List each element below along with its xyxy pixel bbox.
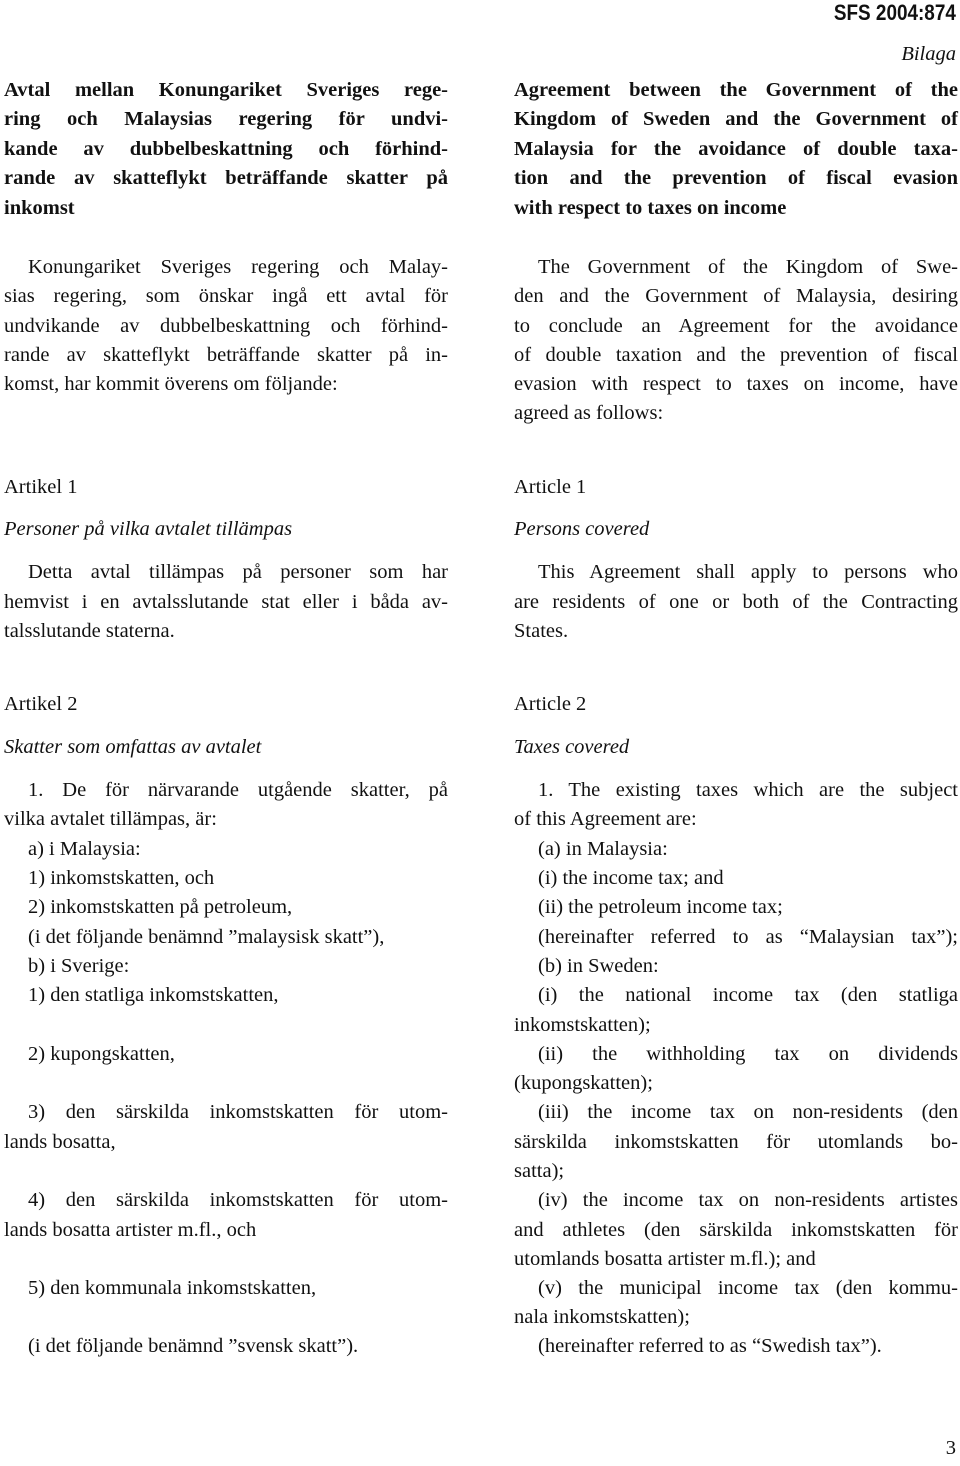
- article-2-line: a) i Malaysia:: [28, 838, 141, 860]
- title-line: rande av skatteflykt beträffande skatter på: [4, 167, 448, 189]
- article-2-line: (i det följande benämnd ”svensk skatt”).: [28, 1335, 359, 1357]
- article-2-line: utomlands bosatta artister m.fl.); and: [514, 1248, 816, 1270]
- article-2-line: (hereinafter referred to as “Swedish tax”).: [538, 1335, 882, 1357]
- article-2-line: 1. The existing taxes which are the subject: [538, 779, 958, 801]
- title-line: ring och Malaysias regering för undvi-: [4, 108, 448, 130]
- article-2-line: of this Agreement are:: [514, 808, 697, 830]
- article-1-subheading: Persons covered: [514, 518, 650, 540]
- article-2-line: 4) den särskilda inkomstskatten för utom-: [28, 1189, 448, 1211]
- article-1-body-line: hemvist i en avtalsslutande stat eller i båda av-: [4, 591, 448, 613]
- article-2-line: lands bosatta artister m.fl., och: [4, 1219, 257, 1241]
- article-1-body-line: This Agreement shall apply to persons who: [538, 561, 958, 583]
- article-2-heading: Article 2: [514, 693, 587, 715]
- article-2-line: inkomstskatten);: [514, 1014, 651, 1036]
- article-2-line: and athletes (den särskilda inkomstskatten för: [514, 1219, 958, 1241]
- article-1-subheading: Personer på vilka avtalet tillämpas: [4, 518, 293, 540]
- preamble-line: komst, har kommit överens om följande:: [4, 373, 338, 395]
- preamble-line: sias regering, som önskar ingå ett avtal för: [4, 285, 448, 307]
- title-line: Agreement between the Government of the: [514, 79, 958, 101]
- article-1-body-line: States.: [514, 620, 569, 642]
- preamble-line: evasion with respect to taxes on income, have: [514, 373, 958, 395]
- article-2-line: särskilda inkomstskatten för utomlands bo-: [514, 1131, 958, 1153]
- article-2-line: 2) kupongskatten,: [28, 1043, 175, 1065]
- title-line: with respect to taxes on income: [514, 197, 787, 219]
- preamble-line: undvikande av dubbelbeskattning och förhind-: [4, 315, 448, 337]
- article-2-line: (iii) the income tax on non-residents (den: [538, 1101, 958, 1123]
- article-2-line: 1) den statliga inkomstskatten,: [28, 984, 279, 1006]
- article-2-line: satta);: [514, 1160, 565, 1182]
- article-2-line: (kupongskatten);: [514, 1072, 653, 1094]
- preamble-line: rande av skatteflykt beträffande skatter på in-: [4, 344, 448, 366]
- article-2-line: (v) the municipal income tax (den kommu-: [538, 1277, 958, 1299]
- sfs-number: SFS 2004:874: [833, 0, 956, 25]
- article-1-body-line: Detta avtal tillämpas på personer som har: [28, 561, 448, 583]
- article-2-line: 1) inkomstskatten, och: [28, 867, 215, 889]
- article-2-line: (ii) the petroleum income tax;: [538, 896, 783, 918]
- preamble-line: agreed as follows:: [514, 402, 664, 424]
- preamble-line: Konungariket Sveriges regering och Malay-: [28, 256, 448, 278]
- article-2-line: lands bosatta,: [4, 1131, 116, 1153]
- page-number: 3: [945, 1437, 956, 1459]
- article-2-line: 3) den särskilda inkomstskatten för utom-: [28, 1101, 448, 1123]
- article-2-line: (i) the income tax; and: [538, 867, 724, 889]
- article-2-line: b) i Sverige:: [28, 955, 130, 977]
- title-line: kande av dubbelbeskattning och förhind-: [4, 138, 448, 160]
- article-1-heading: Article 1: [514, 476, 587, 498]
- title-line: Malaysia for the avoidance of double taxa-: [514, 138, 958, 160]
- article-2-line: (iv) the income tax on non-residents artistes: [538, 1189, 958, 1211]
- article-2-line: 2) inkomstskatten på petroleum,: [28, 896, 293, 918]
- article-2-line: (ii) the withholding tax on dividends: [538, 1043, 958, 1065]
- title-line: Kingdom of Sweden and the Government of: [514, 108, 958, 130]
- preamble-line: The Government of the Kingdom of Swe-: [538, 256, 958, 278]
- article-2-line: vilka avtalet tillämpas, är:: [4, 808, 217, 830]
- article-2-line: (i det följande benämnd ”malaysisk skatt”),: [28, 926, 385, 948]
- article-2-line: (i) the national income tax (den statliga: [538, 984, 958, 1006]
- title-line: Avtal mellan Konungariket Sveriges rege-: [4, 79, 448, 101]
- preamble-line: of double taxation and the prevention of fiscal: [514, 344, 958, 366]
- bilaga-label: Bilaga: [901, 43, 956, 65]
- article-2-subheading: Skatter som omfattas av avtalet: [4, 736, 262, 758]
- article-2-subheading: Taxes covered: [514, 736, 630, 758]
- article-2-line: 1. De för närvarande utgående skatter, på: [28, 779, 448, 801]
- article-1-body-line: are residents of one or both of the Contracting: [514, 591, 958, 613]
- article-2-line: (b) in Sweden:: [538, 955, 659, 977]
- article-2-line: (a) in Malaysia:: [538, 838, 668, 860]
- article-1-body-line: talsslutande staterna.: [4, 620, 175, 642]
- title-line: tion and the prevention of fiscal evasion: [514, 167, 958, 189]
- article-1-heading: Artikel 1: [4, 476, 78, 498]
- article-2-heading: Artikel 2: [4, 693, 78, 715]
- preamble-line: to conclude an Agreement for the avoidance: [514, 315, 958, 337]
- article-2-line: 5) den kommunala inkomstskatten,: [28, 1277, 317, 1299]
- preamble-line: den and the Government of Malaysia, desiring: [514, 285, 958, 307]
- article-2-line: (hereinafter referred to as “Malaysian tax”);: [538, 926, 958, 948]
- article-2-line: nala inkomstskatten);: [514, 1306, 690, 1328]
- title-line: inkomst: [4, 197, 75, 219]
